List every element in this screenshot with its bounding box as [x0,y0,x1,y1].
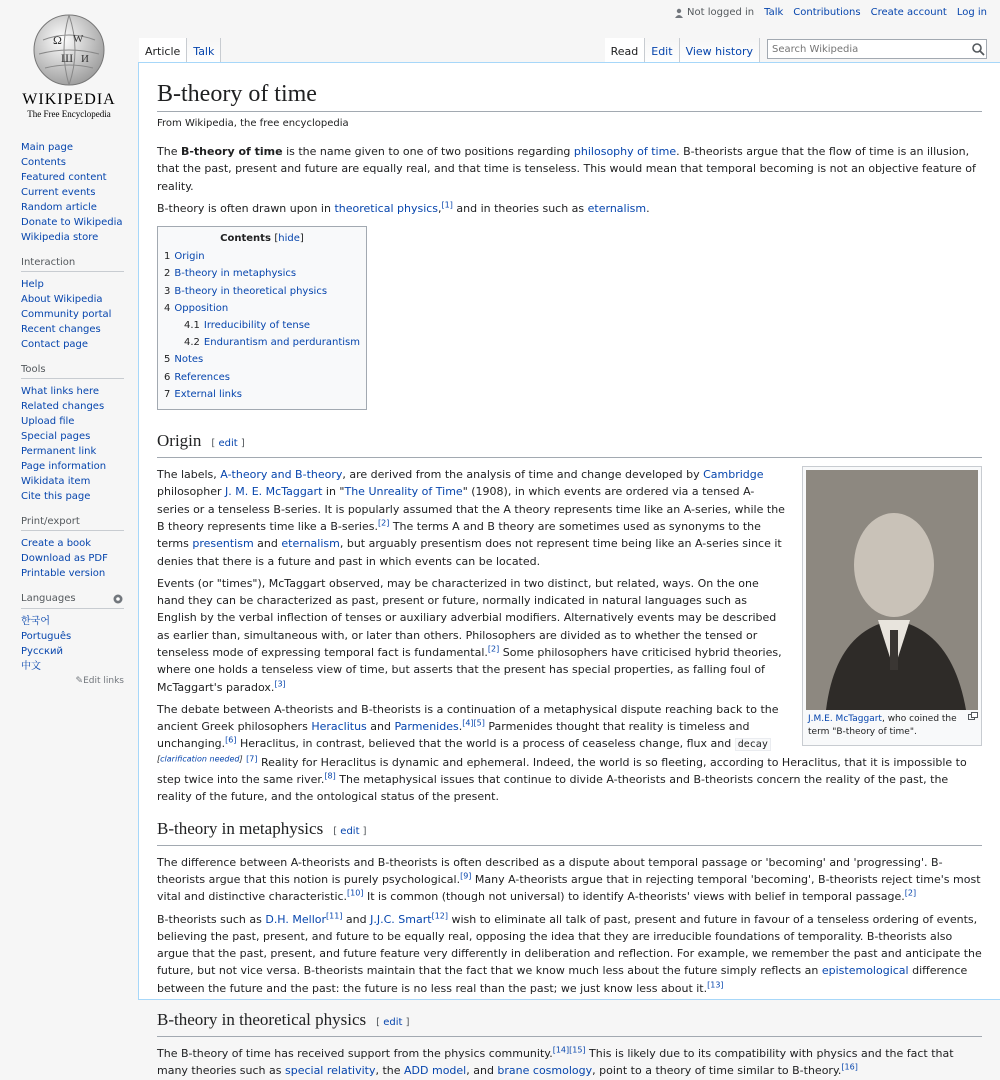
toc-item[interactable] [164,283,360,300]
toc-number: 1 [164,251,171,263]
sidebar-item [21,170,124,185]
personal-tools [674,7,987,18]
user-icon [674,8,684,18]
citation[interactable]: [14][15] [552,1045,586,1055]
citation[interactable]: [1] [441,200,453,210]
link-epistemological[interactable]: epistemological [821,964,909,978]
tab-talk[interactable]: Talk [187,38,221,62]
toc-item[interactable] [164,386,360,403]
sidebar-item [21,459,124,474]
contributions-link[interactable]: Contributions [793,7,861,18]
svg-text:Ω: Ω [53,33,62,47]
toc-link[interactable]: B-theory in metaphysics [174,268,297,280]
link-philosophy-of-time[interactable]: philosophy of time [573,145,677,158]
not-logged-in [674,7,754,18]
sidebar-link[interactable]: Donate to Wikipedia [21,217,123,228]
sidebar-languages [0,593,138,686]
section-heading: B-theory in metaphysics [ edit ] [157,818,982,846]
toc-link[interactable]: Origin [174,251,205,263]
sidebar-item [21,230,124,245]
languages-heading: Languages [21,593,76,604]
globe-icon [31,12,107,88]
paragraph: B-theorists such as D.H. Mellor[11] and J.J.C. Smart[12] wish to eliminate all talk of past, present and future in favour of a tenseless ordering of events, believing the past, present, and future to be equally real, opposing the idea that they are irreducible foundations of temporality. B-theorists also argue that the past, present, and future feature very differently in deliberation and reflection. For example, we remember the past and anticipate the future, but not vice versa. B-theorists maintain that the fact that we know much less about the future simply reflects an epistemological difference between the future and the past: the future is no less real than the past; we just know less about it.[13] [157,910,982,995]
link-eternalism[interactable]: eternalism [587,201,647,215]
sidebar-item [21,644,124,659]
paragraph: The B-theory of time has received support from the physics community.[14][15] This is likely due to its compatibility with physics and the fact that many theories such as special relativity, the ADD model, and brane cosmology, point to a theory of time similar to B-theory.[16] [157,1045,954,1078]
link-parmenides[interactable]: Parmenides [394,720,459,734]
sidebar-print [0,516,138,581]
toc-item[interactable] [164,369,360,386]
sidebar-link[interactable]: 한국어 [21,616,50,627]
toc-hide-link[interactable]: hide [278,233,300,245]
tab-article[interactable]: Article [139,38,187,62]
toc-item[interactable] [164,300,360,317]
toc-link[interactable]: References [174,371,230,383]
citation[interactable]: [11] [326,910,343,920]
sidebar-link[interactable]: Main page [21,142,74,153]
sidebar-link[interactable]: Create a book [21,538,92,549]
decay-term: decay [735,738,771,751]
sidebar-item [21,140,124,155]
sidebar-link[interactable]: Random article [21,202,97,213]
sidebar-item [21,551,124,566]
toc-number: 3 [164,285,171,297]
sidebar-item [21,322,124,337]
namespace-tabs [139,38,221,62]
sidebar-link[interactable]: Page information [21,461,107,472]
citation[interactable]: [2] [377,518,390,528]
create-account-link[interactable]: Create account [870,7,947,18]
paragraph: The difference between A-theorists and B-theorists is often described as a dispute about temporal passage or 'becoming' and 'progressing'. B-theorists argue that this notion is purely psychological.[9] Many A-theorists argue that in rejecting temporal 'becoming', B-theorists reject time's most vital and distinctive characteristic.[10] It is common (though not universal) to identify A-theorists' views with belief in temporal passage.[2] [157,855,981,904]
edit-links-label[interactable]: Edit links [83,676,124,686]
tab-read[interactable]: Read [605,38,646,62]
paragraph: The B-theory of time is the name given to one of two positions regarding philosophy of time. B-theorists argue that the flow of time is an illusion, that the past, present and future are equally real, and that time is tenseless. This would mean that temporal becoming is not an objective feature of reality. [157,145,976,193]
sidebar-heading [21,593,124,609]
sidebar-item [21,185,124,200]
sidebar-heading: Print/export [21,516,124,531]
article-content [138,62,1000,1078]
sidebar-link[interactable]: Contact page [21,339,89,350]
caption-link[interactable]: J.M.E. McTaggart [808,714,882,725]
edit-section-link[interactable]: edit [218,438,238,450]
sidebar-item [21,444,124,459]
toc-number: 4.2 [184,337,200,349]
edit-section-link[interactable]: edit [340,825,360,837]
sidebar-item [21,566,124,581]
thumbnail-caption [806,710,978,742]
toc-item[interactable] [164,248,360,265]
sidebar-item [21,337,124,352]
talk-link[interactable]: Talk [764,7,784,18]
sidebar-link[interactable]: Upload file [21,416,75,427]
thumbnail [802,466,982,746]
sidebar-link[interactable]: Community portal [21,309,112,320]
link-special-relativity[interactable]: special relativity [284,1064,376,1078]
view-tabs [605,38,760,62]
sidebar-item [21,399,124,414]
page-subtitle: From Wikipedia, the free encyclopedia [157,118,349,129]
not-logged-in-label: Not logged in [687,7,755,18]
enlarge-icon[interactable] [968,712,978,720]
svg-text:W: W [73,33,84,45]
sidebar-link[interactable]: Permanent link [21,446,97,457]
sidebar-interaction [0,257,138,352]
link-cambridge[interactable]: Cambridge [703,468,764,482]
tab-edit[interactable]: Edit [645,38,679,62]
sidebar-item [21,614,124,629]
page-title: B-theory of time [157,79,982,112]
sidebar-item [21,489,124,504]
toc-number: 5 [164,354,171,366]
section-title: B-theory in theoretical physics [157,1010,367,1030]
section-heading: Origin [ edit ] [157,430,982,458]
citation[interactable]: [16] [841,1062,858,1072]
link-add-model[interactable]: ADD model [404,1064,467,1078]
paragraph: B-theory is often drawn upon in theoretical physics,[1] and in theories such as eternalism. [157,200,650,215]
sidebar-item [21,200,124,215]
toc-number: 6 [164,371,171,383]
sidebar-link[interactable]: Contents [21,157,66,168]
sidebar-item [21,384,124,399]
toc-item[interactable] [164,317,360,334]
toc-link[interactable]: Notes [174,354,204,366]
sidebar-heading: Tools [21,364,124,379]
toc-number: 4 [164,302,171,314]
citation[interactable]: [6] [225,735,237,745]
sidebar-item [21,155,124,170]
link-mellor[interactable]: D.H. Mellor [265,912,327,926]
toc-link[interactable]: Opposition [174,302,229,314]
sidebar-link[interactable]: Русский [21,646,63,657]
gear-icon[interactable] [112,593,124,605]
sidebar-link[interactable]: Printable version [21,568,106,579]
wikipedia-logo[interactable] [14,8,124,123]
svg-text:Ш: Ш [61,51,74,65]
toc-link[interactable]: B-theory in theoretical physics [174,285,328,297]
link-presentism[interactable]: presentism [192,537,254,551]
sidebar-link[interactable]: Wikipedia store [21,232,99,243]
sidebar-item [21,215,124,230]
link-a-theory[interactable]: A-theory and B-theory [220,468,343,482]
toc-number: 7 [164,388,171,400]
logo-tagline: The Free Encyclopedia [27,109,111,119]
paragraph: Events (or "times"), McTaggart observed, may be characterized in two distinct, but related, ways. On the one hand they can be characterized as past, present or future, normally indicated in natural languages such as English by the verbal inflection of tenses or auxiliary adverbial modifiers. Alternatively events may be described as earlier than, simultaneous with, or later than others. Philosophers are divided as to whether the tensed or tenseless mode of expressing temporal fact is fundamental.[2] Some philosophers have criticised hybrid theories, where one holds a tenseless view of time, but asserts that the present has special properties, as falling foul of McTaggart's paradox.[3] [157,576,782,694]
sidebar-item [21,659,124,674]
sidebar-link[interactable]: Wikidata item [21,476,91,487]
paragraph: The debate between A-theorists and B-theorists is a continuation of a metaphysical dispute reaching back to the ancient Greek philosophers Heraclitus and Parmenides.[4][5] Parmenides thought that reality is timeless and unchanging.[6] Heraclitus, in contrast, believed that the world is a process of ceaseless change, flux and decay [clarification needed] [7] Reality for Heraclitus is dynamic and ephemeral. Indeed, the world is so fleeting, according to Heraclitus, that it is impossible to step twice into the same river.[8] The metaphysical issues that continue to divide A-theorists and B-theorists concern the reality of the past, the reality of the future, and the ontological status of the present. [157,702,967,804]
paragraph: The labels, A-theory and B-theory, are derived from the analysis of time and change developed by Cambridge philosopher J. M. E. McTaggart in "The Unreality of Time" (1908), in which events are ordered via a tensed A-series or a tenseless B-series. It is popularly assumed that the A theory represents time like an A-series, while the B theory represents time like a B-series.[2] The terms A and B theory are sometimes used as synonyms to the terms presentism and eternalism, but arguably presentism does not represent time being like an A-series since it denies that there is a future and past in which events can be located. [157,468,785,568]
citation[interactable]: [3] [274,678,286,688]
sidebar-item [21,474,124,489]
link-smart[interactable]: J.J.C. Smart [370,912,432,926]
section-title: B-theory in metaphysics [157,818,324,838]
citation[interactable]: [13] [707,980,724,990]
sidebar-tools [0,364,138,504]
logo-wordmark: WIKIPEDIA [22,91,116,108]
table-of-contents [157,226,367,410]
link-mctaggart[interactable]: J. M. E. McTaggart [225,485,323,499]
sidebar-link[interactable]: Português [21,631,72,642]
svg-text:И: И [81,53,89,65]
tab-view-history[interactable]: View history [680,38,760,62]
citation[interactable]: [7] [246,754,258,764]
edit-section-link[interactable]: edit [383,1017,403,1029]
sidebar-link[interactable]: Recent changes [21,324,101,335]
sidebar-navigation [0,140,138,245]
sidebar-item [21,307,124,322]
log-in-link[interactable]: Log in [956,7,987,18]
sidebar-item [21,292,124,307]
sidebar-heading: Interaction [21,257,124,272]
toc-link[interactable]: Endurantism and perdurantism [203,337,360,349]
section-title: Origin [157,431,202,451]
sidebar-link[interactable]: 中文 [21,661,41,672]
toc-number: 4.1 [184,320,200,331]
citation[interactable]: [2] [487,644,500,654]
sidebar-link[interactable]: Cite this page [21,491,91,502]
caption-text: , who coined the term "B-theory of time". [808,714,957,738]
search-input[interactable] [767,39,987,59]
sidebar-link[interactable]: Help [21,279,44,290]
clarification-needed[interactable]: clarification needed [160,754,240,764]
toc-link[interactable]: Irreducibility of tense [203,320,311,331]
search-icon[interactable] [971,42,985,56]
sidebar-item [21,414,124,429]
edit-links[interactable]: ✎Edit links [75,676,124,686]
toc-item[interactable] [164,265,360,282]
citation[interactable]: [9] [460,871,472,881]
toc-title: Contents [hide] [220,233,304,245]
sidebar-link[interactable]: Current events [21,187,96,198]
sidebar-link[interactable]: Download as PDF [21,553,108,564]
link-theoretical-physics[interactable]: theoretical physics [334,201,439,215]
link-heraclitus[interactable]: Heraclitus [311,720,367,734]
portrait-image[interactable] [806,470,978,710]
citation[interactable]: [4][5] [462,718,485,728]
link-eternalism[interactable]: eternalism [281,537,340,551]
toc-number: 2 [164,268,171,280]
citation[interactable]: [2] [904,888,917,898]
portrait-figure [806,470,978,710]
sidebar-item [21,629,124,644]
sidebar-link[interactable]: Related changes [21,401,105,412]
sidebar-item [21,429,124,444]
sidebar-link[interactable]: Featured content [21,172,107,183]
toc-link[interactable]: External links [174,388,242,400]
citation[interactable]: [10] [347,888,364,898]
link-brane-cosmology[interactable]: brane cosmology [497,1064,593,1078]
citation[interactable]: [8] [324,771,336,781]
sidebar-link[interactable]: What links here [21,386,100,397]
toc-item[interactable] [164,334,360,351]
sidebar-item [21,536,124,551]
sidebar [0,140,138,698]
toc-heading: Contents [220,233,271,245]
toc-item[interactable] [164,351,360,368]
citation[interactable]: [12] [431,910,448,920]
sidebar-link[interactable]: About Wikipedia [21,294,103,305]
section-heading: B-theory in theoretical physics [ edit ] [157,1009,982,1037]
sidebar-item [21,277,124,292]
sidebar-link[interactable]: Special pages [21,431,91,442]
link-unreality[interactable]: The Unreality of Time [344,485,463,499]
